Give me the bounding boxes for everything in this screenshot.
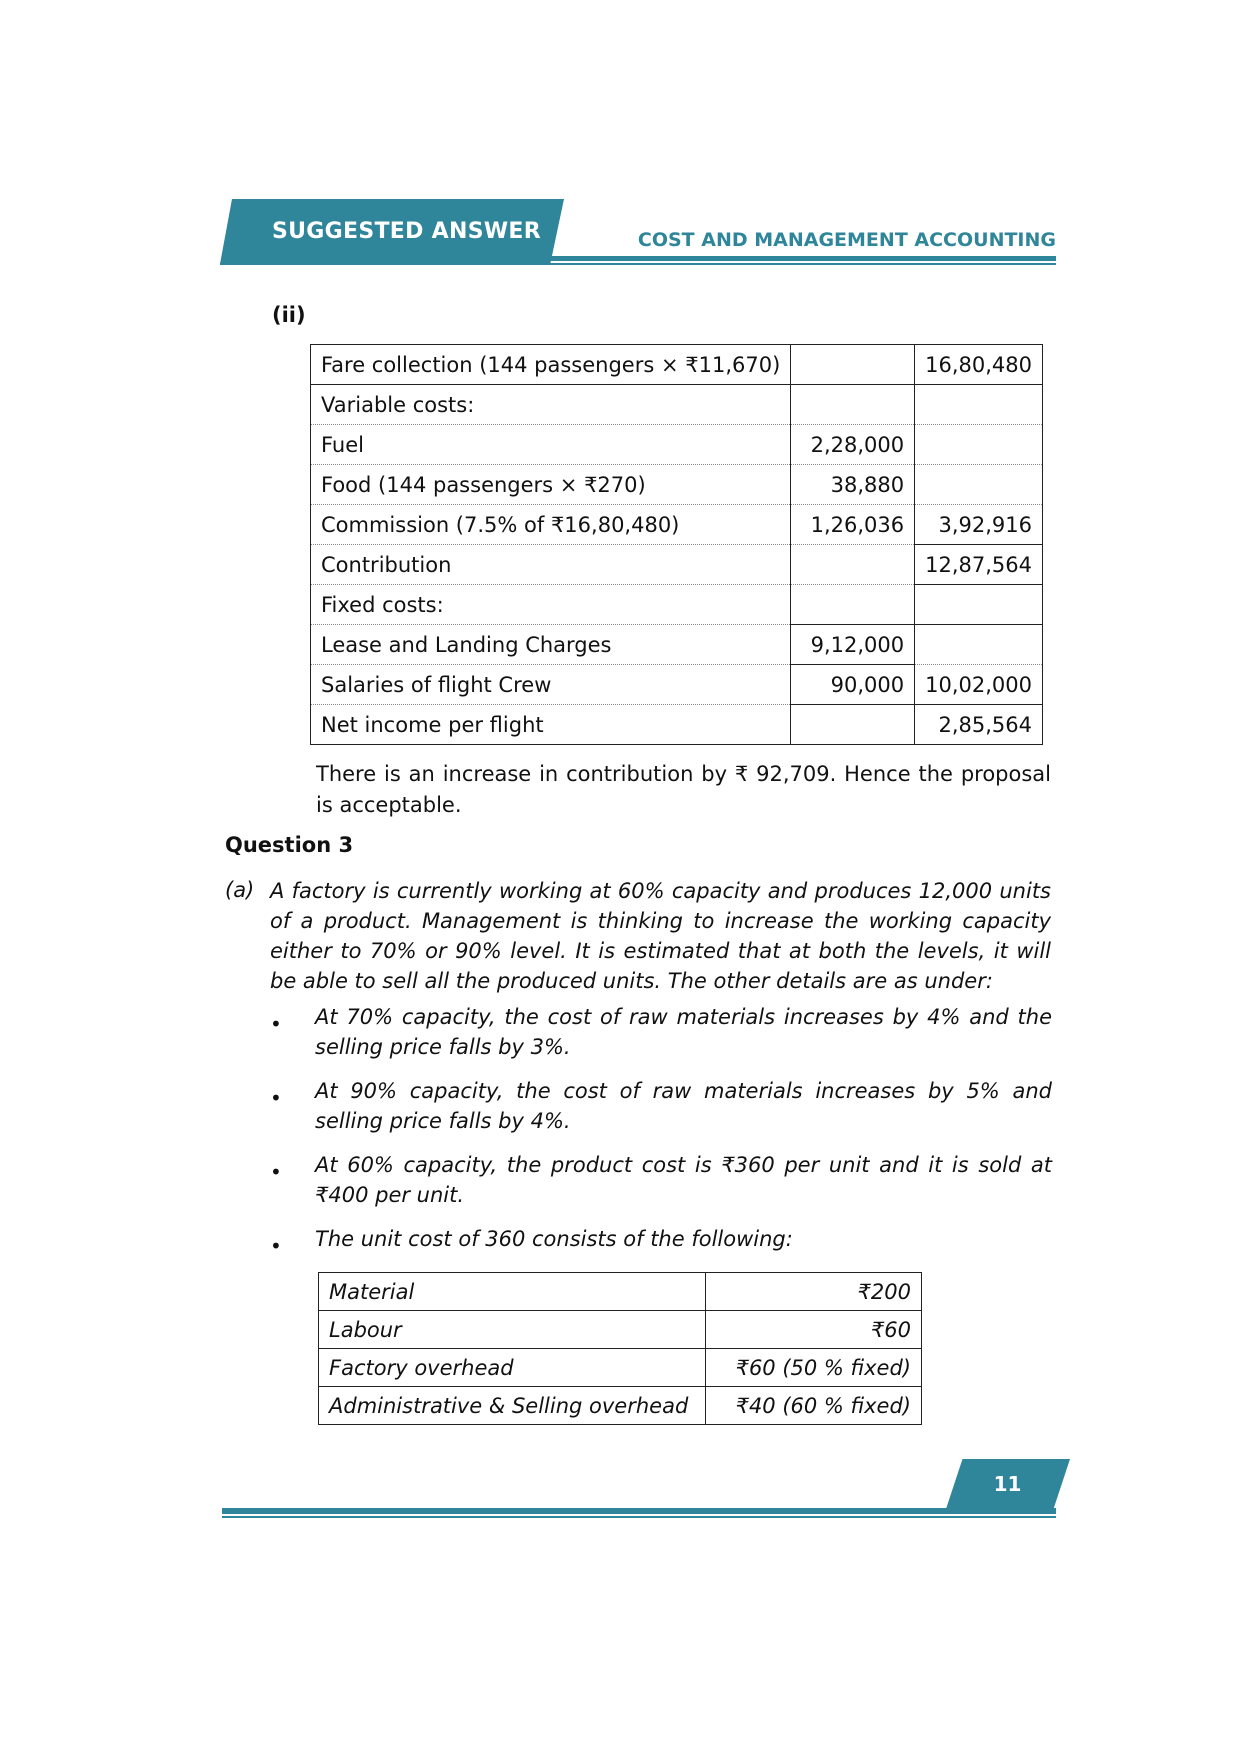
cost-value: ₹60: [706, 1311, 922, 1349]
row-label: Lease and Landing Charges: [311, 625, 791, 665]
section-label: (ii): [272, 303, 306, 327]
bullet-text: The unit cost of 360 consists of the following:: [315, 1227, 793, 1251]
row-label: Commission (7.5% of ₹16,80,480): [311, 505, 791, 545]
row-total: [915, 465, 1043, 505]
row-label: Salaries of flight Crew: [311, 665, 791, 705]
cost-item: Labour: [319, 1311, 706, 1349]
row-amount: 2,28,000: [791, 425, 915, 465]
table-row: [311, 465, 1043, 505]
row-amount: [791, 705, 915, 745]
table-row: [319, 1311, 922, 1349]
table-row: [311, 385, 1043, 425]
table-row: [311, 625, 1043, 665]
table-row: [311, 425, 1043, 465]
page-number: 11: [993, 1472, 1022, 1496]
header-tab-label: SUGGESTED ANSWER: [272, 219, 541, 244]
bullet-icon: •: [270, 1012, 282, 1036]
table-row: [319, 1387, 922, 1425]
subject-title: COST AND MANAGEMENT ACCOUNTING: [637, 229, 1056, 251]
row-label: Variable costs:: [311, 385, 791, 425]
table-row: [311, 705, 1043, 745]
flight-income-table: [310, 344, 1043, 745]
bullet-icon: •: [270, 1086, 282, 1110]
row-label: Fare collection (144 passengers × ₹11,670): [311, 345, 791, 385]
cost-value: ₹40 (60 % fixed): [706, 1387, 922, 1425]
bullet-icon: •: [270, 1160, 282, 1184]
bullet-text: At 60% capacity, the product cost is ₹360 per unit and it is sold at ₹400 per unit.: [315, 1153, 1052, 1207]
question-text: A factory is currently working at 60% capacity and produces 12,000 units of a product. Management is thinking to increase the working capacity either to 70% or 90% level. It is estimated that at both the levels, it will be able to sell all the produced units. The other details are as under:: [270, 879, 1051, 993]
cost-item: Material: [319, 1273, 706, 1311]
table-row: [311, 665, 1043, 705]
question-heading: Question 3: [225, 833, 354, 857]
row-total: 10,02,000: [915, 665, 1043, 705]
cost-item: Factory overhead: [319, 1349, 706, 1387]
part-label: (a): [225, 878, 255, 902]
row-amount: [791, 385, 915, 425]
header-rule: [550, 256, 1056, 261]
table-row: [311, 505, 1043, 545]
cost-value: ₹200: [706, 1273, 922, 1311]
row-label: Contribution: [311, 545, 791, 585]
row-amount: 9,12,000: [791, 625, 915, 665]
row-total: [915, 425, 1043, 465]
table-row: [319, 1273, 922, 1311]
row-label: Fixed costs:: [311, 585, 791, 625]
bullet-icon: •: [270, 1234, 282, 1258]
row-total: [915, 585, 1043, 625]
table-row: [311, 545, 1043, 585]
row-total: 3,92,916: [915, 505, 1043, 545]
table-row: [311, 345, 1043, 385]
row-total: [915, 385, 1043, 425]
unit-cost-table: [318, 1272, 922, 1425]
row-total: 16,80,480: [915, 345, 1043, 385]
row-total: [915, 625, 1043, 665]
bullet-text: At 90% capacity, the cost of raw materials increases by 5% and selling price falls by 4%.: [315, 1079, 1052, 1133]
row-amount: [791, 585, 915, 625]
row-label: Fuel: [311, 425, 791, 465]
row-amount: 1,26,036: [791, 505, 915, 545]
table-row: [319, 1349, 922, 1387]
row-amount: [791, 545, 915, 585]
row-amount: 38,880: [791, 465, 915, 505]
row-total: 12,87,564: [915, 545, 1043, 585]
row-label: Food (144 passengers × ₹270): [311, 465, 791, 505]
row-amount: 90,000: [791, 665, 915, 705]
footer-rule: [222, 1508, 1056, 1514]
conclusion-text: There is an increase in contribution by ₹ 92,709. Hence the proposal is acceptable.: [316, 762, 1051, 817]
cost-value: ₹60 (50 % fixed): [706, 1349, 922, 1387]
row-amount: [791, 345, 915, 385]
bullet-text: At 70% capacity, the cost of raw materials increases by 4% and the selling price falls by 3%.: [315, 1005, 1052, 1059]
row-label: Net income per flight: [311, 705, 791, 745]
header-rule-thin: [220, 263, 1056, 265]
row-total: 2,85,564: [915, 705, 1043, 745]
table-row: [311, 585, 1043, 625]
cost-item: Administrative & Selling overhead: [319, 1387, 706, 1425]
footer-rule-thin: [222, 1516, 1056, 1518]
